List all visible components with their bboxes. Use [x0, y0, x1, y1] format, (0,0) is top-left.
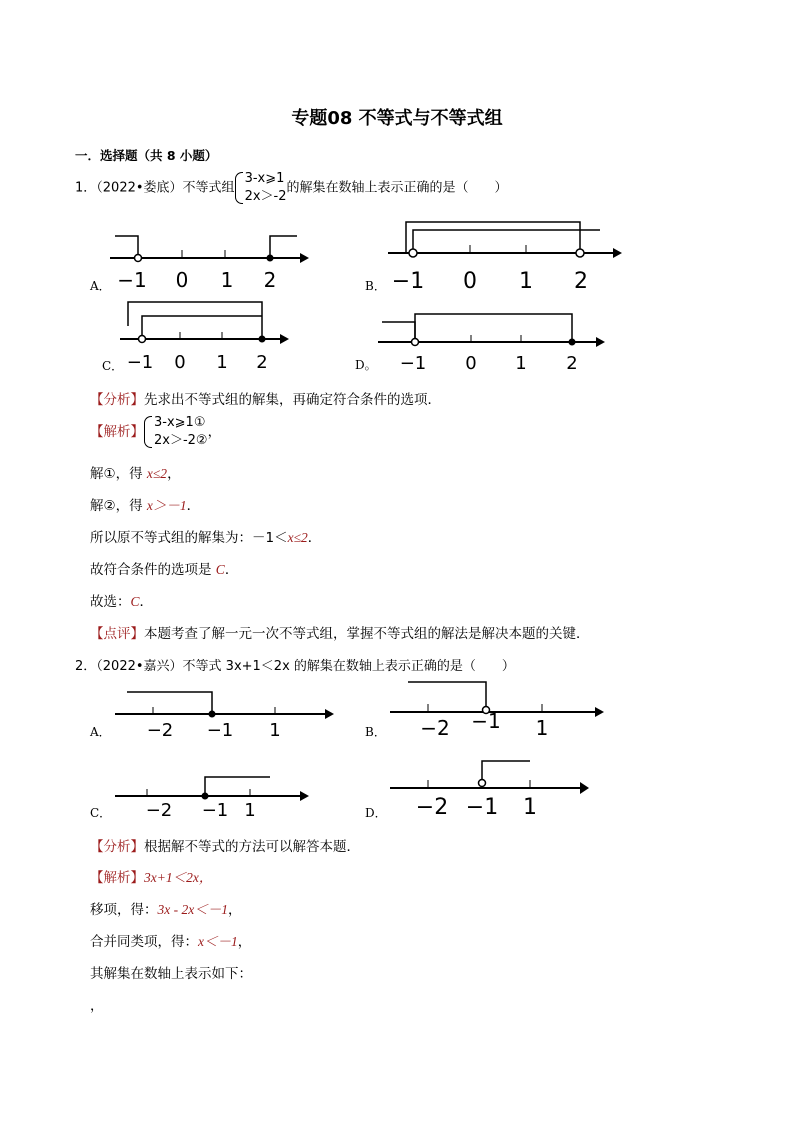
- tick-label: −2: [415, 795, 449, 820]
- section-heading: 一．选择题（共 8 小题）: [75, 148, 218, 163]
- number-line-option-d: [378, 310, 613, 375]
- tick-label: −2: [145, 800, 173, 821]
- tick-label: 0: [174, 352, 186, 373]
- tick-label: −1: [399, 353, 427, 374]
- question-number: 1．: [75, 180, 97, 196]
- step-math: C: [215, 562, 225, 577]
- option-b-label: B．: [365, 279, 386, 293]
- q1-step-1: [90, 462, 181, 482]
- tick-label: 1: [519, 269, 533, 294]
- step-math: x＞－1: [146, 498, 187, 513]
- step-suffix: ．: [186, 498, 201, 514]
- question-source: （2022•嘉兴）: [96, 659, 183, 674]
- comma: ，: [207, 424, 222, 440]
- step-text: 解②，得: [90, 498, 147, 514]
- tick-label: 1: [523, 795, 537, 820]
- step-suffix: ，: [237, 934, 252, 950]
- analysis-tag: 【分析】: [90, 392, 144, 408]
- step-text: 故符合条件的选项是: [90, 562, 216, 578]
- step-math: x≤2: [146, 466, 168, 481]
- tick-label: 0: [463, 269, 477, 294]
- option-d-label: D。: [355, 358, 377, 372]
- tick-label: 0: [465, 353, 477, 374]
- tick-label: −1: [391, 269, 425, 294]
- tick-label: 1: [244, 800, 256, 821]
- stem-text: 不等式 3x+1＜2x 的解集在数轴上表示正确的是（ ）: [182, 659, 515, 674]
- tick-label: −1: [465, 795, 499, 820]
- step-suffix: ．: [307, 530, 322, 546]
- stem-suffix: 的解集在数轴上表示正确的是（ ）: [286, 180, 508, 196]
- number-line-option-c: [115, 770, 315, 825]
- q2-solution: [90, 866, 212, 886]
- step-text: 合并同类项，得：: [90, 934, 198, 950]
- q2-analysis: [90, 835, 360, 855]
- option-a-label: A．: [90, 725, 111, 739]
- q2-step-4: ，: [90, 998, 104, 1014]
- tick-label: 1: [515, 353, 527, 374]
- q1-analysis: [90, 388, 441, 408]
- q1-step-2: [90, 494, 200, 514]
- tick-label: −1: [117, 268, 147, 292]
- tick-label: 2: [256, 352, 268, 373]
- analysis-text: 根据解不等式的方法可以解答本题．: [144, 839, 360, 855]
- comment-tag: 【点评】: [90, 626, 144, 642]
- step-text: 解①，得: [90, 466, 147, 482]
- tick-label: −1: [471, 709, 501, 733]
- sol-inequality-2: 2x＞-2②: [154, 433, 208, 448]
- comment-text: 本题考查了解一元一次不等式组，掌握不等式组的解法是解决本题的关键．: [144, 626, 590, 642]
- step-math: x≤2: [287, 530, 308, 545]
- step-suffix: ．: [139, 594, 154, 610]
- analysis-tag: 【分析】: [90, 839, 144, 855]
- tick-label: −1: [126, 352, 154, 373]
- step-suffix: ，: [227, 902, 242, 918]
- step-math: 3x - 2x＜－1: [157, 902, 228, 917]
- option-a-label: A．: [90, 279, 111, 293]
- page-title: 专题08 不等式与不等式组: [291, 108, 503, 129]
- tick-label: 1: [220, 268, 234, 292]
- tick-label: −1: [206, 720, 234, 741]
- question-1-stem: [75, 170, 508, 206]
- option-c-label: C．: [102, 359, 124, 373]
- tick-label: 1: [216, 352, 228, 373]
- question-source: （2022•娄底）: [96, 180, 183, 196]
- q1-step-5: [90, 590, 153, 610]
- step-math: x＜－1: [198, 934, 238, 949]
- step-suffix: ．: [224, 562, 239, 578]
- q2-step-3: 其解集在数轴上表示如下：: [90, 966, 252, 982]
- number-line-option-a: [110, 228, 310, 293]
- number-line-option-b: [388, 220, 628, 295]
- solution-system: [144, 414, 208, 450]
- tick-label: −2: [420, 716, 450, 740]
- tick-label: 0: [175, 268, 189, 292]
- question-2-stem: [75, 655, 515, 674]
- number-line-option-a: [115, 688, 340, 743]
- tick-label: 2: [263, 268, 277, 292]
- inequality-2: 2x＞-2: [244, 189, 287, 204]
- inequality-1: 3-x⩾1: [244, 171, 285, 186]
- q2-step-1: [90, 898, 241, 918]
- q1-comment: [90, 622, 590, 642]
- sol-inequality-1: 3-x⩾1①: [154, 415, 206, 430]
- tick-label: 1: [535, 716, 549, 740]
- solution-tag: 【解析】: [90, 424, 144, 440]
- number-line-option-b: [390, 678, 610, 740]
- analysis-text: 先求出不等式组的解集，再确定符合条件的选项．: [144, 392, 441, 408]
- option-b-label: B．: [365, 725, 386, 739]
- step-text: 移项，得：: [90, 902, 158, 918]
- solution-math: 3x+1＜2x，: [144, 870, 213, 885]
- q2-step-2: [90, 930, 251, 950]
- step-math: C: [130, 594, 140, 609]
- option-d-label: D．: [365, 806, 387, 820]
- tick-label: 2: [566, 353, 578, 374]
- step-text: 所以原不等式组的解集为：－1＜: [90, 530, 288, 546]
- stem-prefix: 不等式组: [182, 180, 235, 196]
- number-line-option-c: [120, 298, 295, 373]
- tick-label: −2: [146, 720, 174, 741]
- question-number: 2．: [75, 659, 97, 674]
- number-line-option-d: [390, 758, 595, 823]
- q1-step-4: [90, 558, 238, 578]
- tick-label: 2: [574, 269, 588, 294]
- step-suffix: ，: [167, 466, 181, 482]
- option-c-label: C．: [90, 806, 112, 820]
- tick-label: −1: [201, 800, 229, 821]
- inequality-system: [235, 170, 287, 206]
- q1-solution: [90, 414, 221, 450]
- step-text: 故选：: [90, 594, 131, 610]
- solution-tag: 【解析】: [90, 870, 144, 886]
- q1-step-3: [90, 526, 321, 546]
- tick-label: 1: [269, 720, 281, 741]
